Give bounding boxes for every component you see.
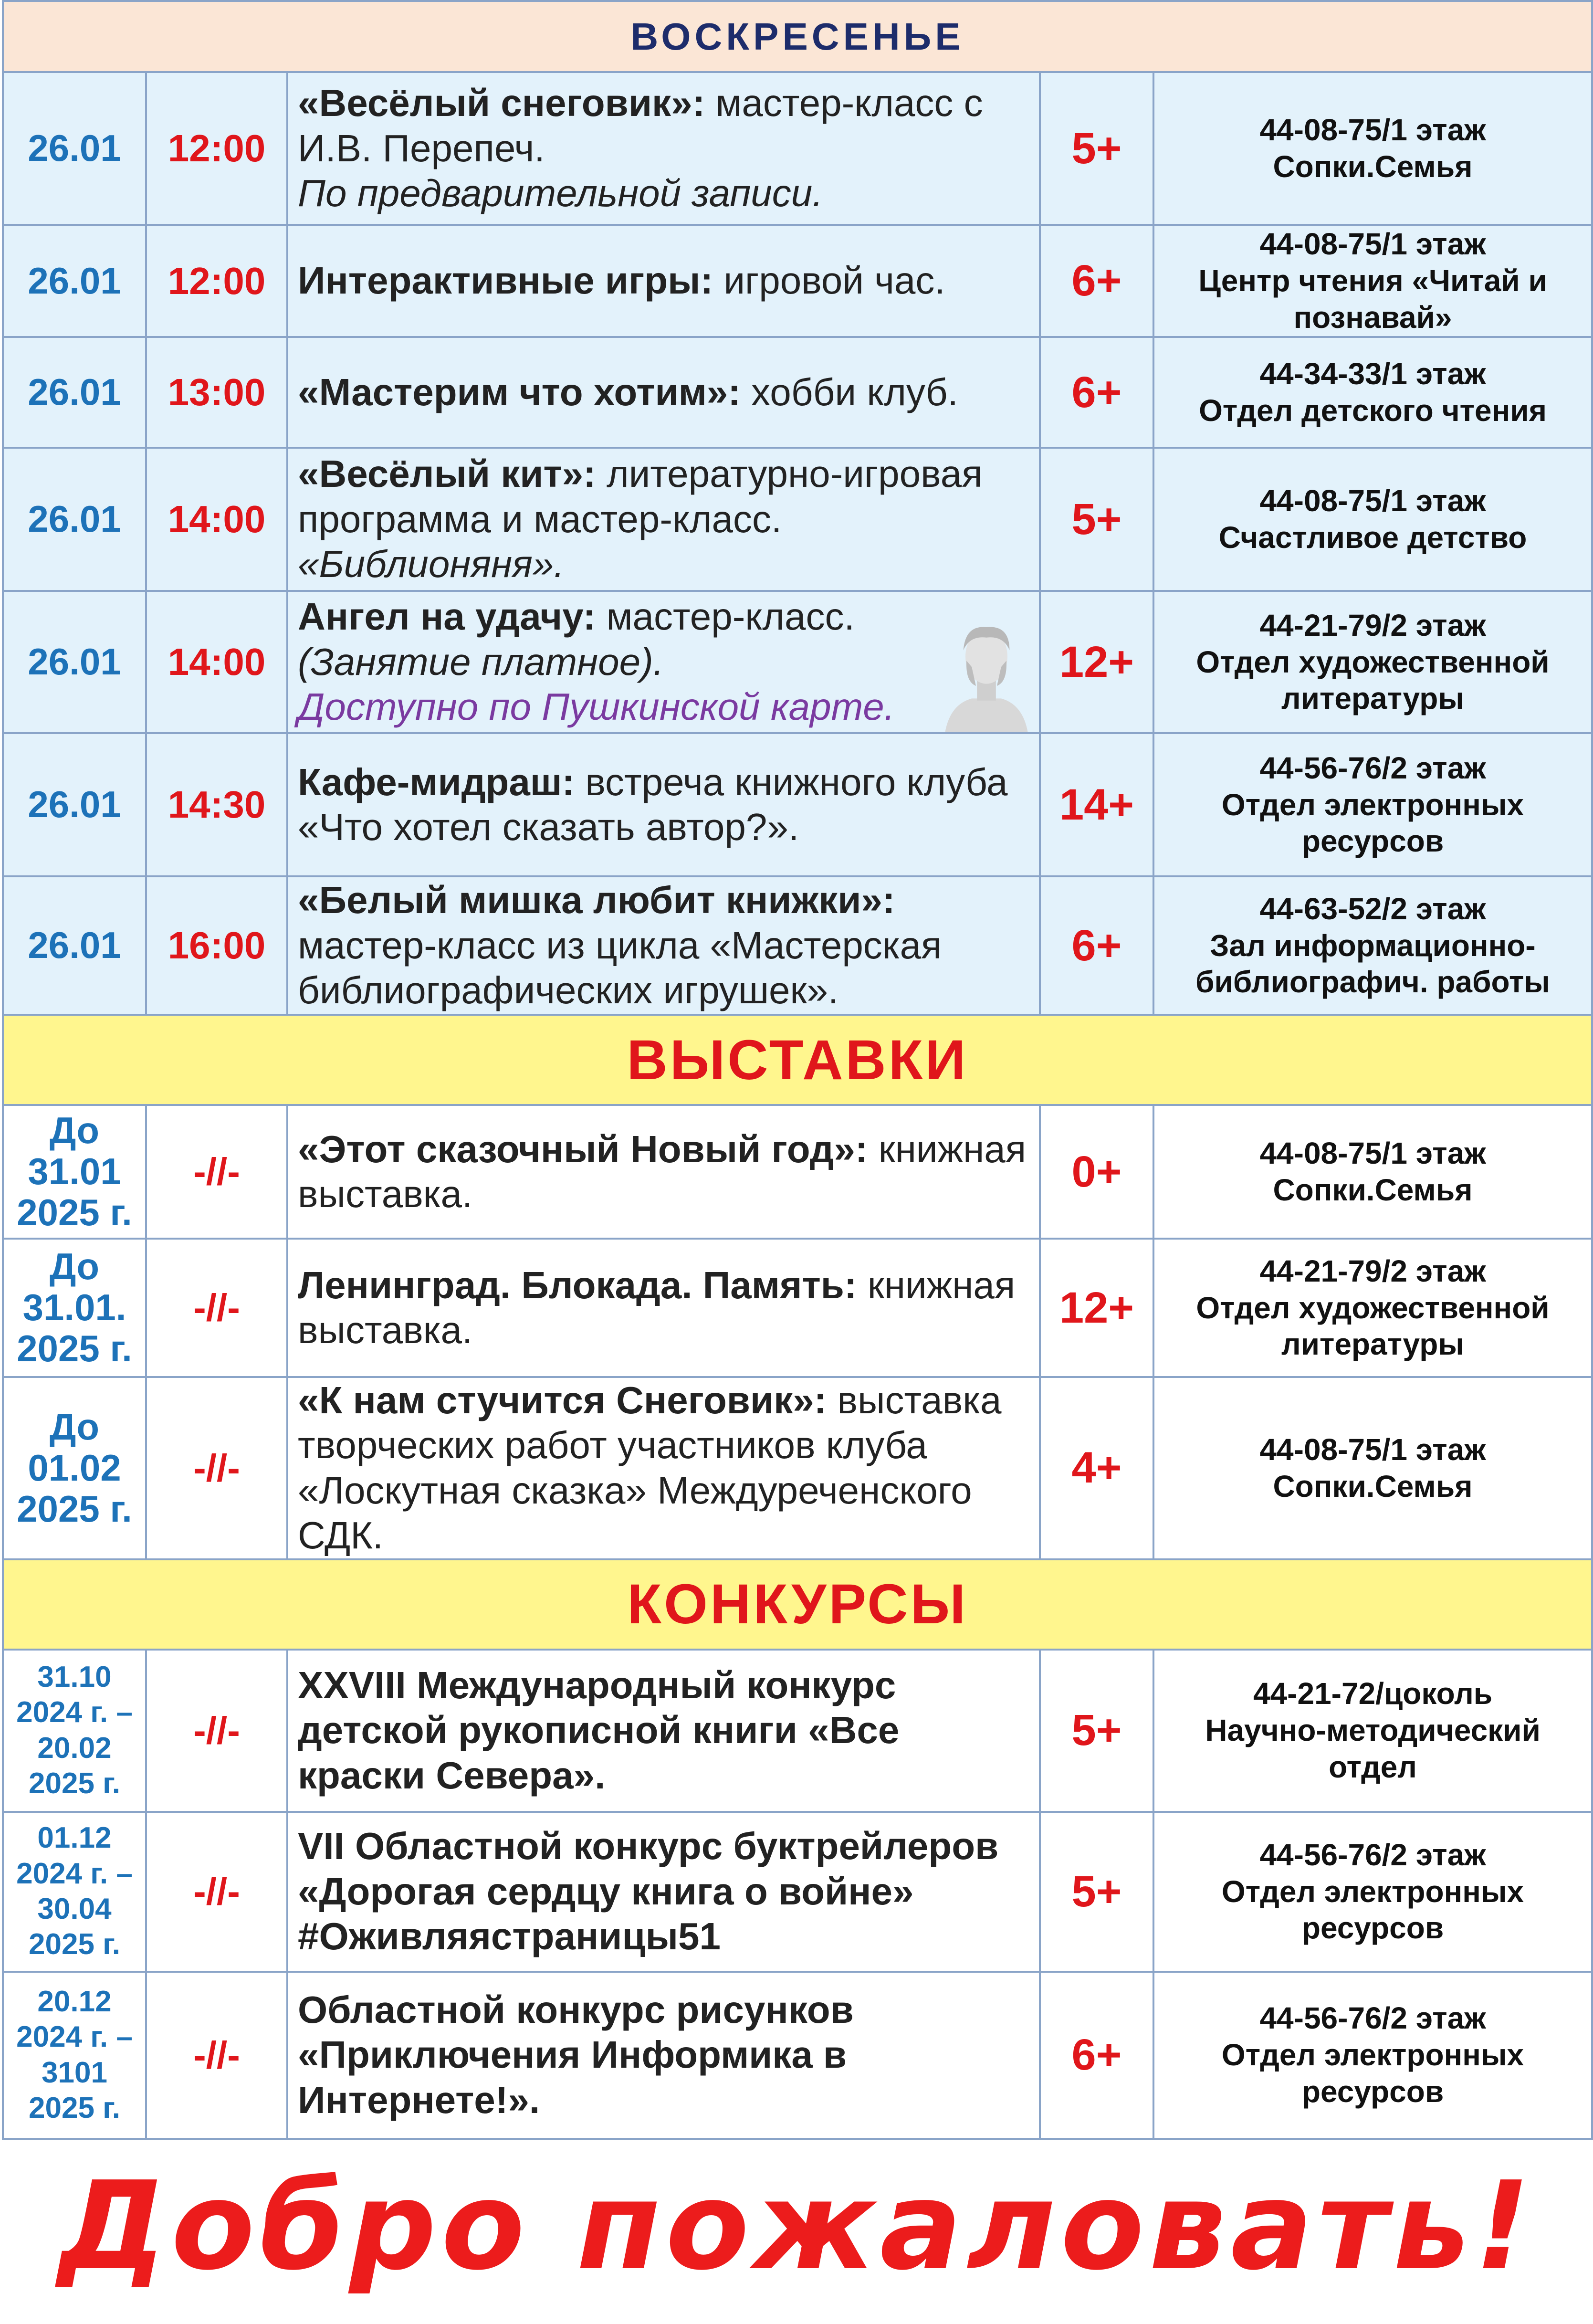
event-title: «Белый мишка любит книжки»:	[298, 879, 895, 922]
location-place: Сопки.Семья	[1273, 1469, 1473, 1504]
exhibitions-header-row	[3, 1015, 1592, 1105]
exhibition-title: Ленинград. Блокада. Память:	[298, 1263, 857, 1306]
event-note: «Библионяня».	[298, 543, 565, 586]
location-phone: 44-21-72/цоколь	[1253, 1676, 1493, 1711]
event-text: мастер-класс из цикла «Мастерская библиографических игрушек».	[298, 924, 942, 1012]
location-place: Отдел электронных ресурсов	[1221, 787, 1524, 859]
event-title: Интерактивные игры:	[298, 259, 713, 302]
age-rating: 14+	[1040, 733, 1153, 876]
event-text: мастер-класс с И.В. Перепеч.	[298, 82, 983, 169]
location-phone: 44-56-76/2 этаж	[1259, 750, 1486, 785]
location-place: Отдел электронных ресурсов	[1221, 2038, 1524, 2109]
exhibition-row	[3, 1239, 1592, 1377]
event-description	[287, 876, 1040, 1015]
exhibition-time: -//-	[146, 1377, 287, 1559]
event-text: мастер-класс.	[596, 595, 855, 638]
event-text: встреча книжного клуба «Что хотел сказать автор?».	[298, 760, 1008, 848]
day-header-row	[3, 1, 1592, 72]
exhibition-description	[287, 1239, 1040, 1377]
exhibition-row	[3, 1377, 1592, 1559]
day-title: ВОСКРЕСЕНЬЕ	[3, 1, 1592, 72]
location-phone: 44-56-76/2 этаж	[1259, 2001, 1486, 2036]
event-date: 26.01	[3, 591, 146, 733]
exhibition-text: выставка творческих работ участников клуба «Лоскутная сказка» Междуреченского СДК.	[298, 1379, 1002, 1557]
event-location	[1153, 733, 1592, 876]
event-date: 26.01	[3, 225, 146, 337]
event-row	[3, 72, 1592, 225]
pushkin-card-note: Доступно по Пушкинской карте.	[298, 685, 895, 728]
event-location	[1153, 337, 1592, 448]
contests-title: КОНКУРСЫ	[3, 1559, 1592, 1650]
location-place: Счастливое детство	[1218, 520, 1527, 555]
event-description	[287, 733, 1040, 876]
age-rating: 6+	[1040, 225, 1153, 337]
age-rating: 0+	[1040, 1105, 1153, 1239]
age-rating: 5+	[1040, 448, 1153, 591]
contest-location	[1153, 1812, 1592, 1972]
welcome-banner: Добро пожаловать!	[58, 2156, 1535, 2297]
exhibition-date: До 31.01. 2025 г.	[3, 1239, 146, 1377]
event-location	[1153, 876, 1592, 1015]
event-text: литературно-игровая программа и мастер-класс.	[298, 452, 983, 540]
event-row	[3, 337, 1592, 448]
event-description	[287, 72, 1040, 225]
event-text: хобби клуб.	[740, 370, 958, 413]
age-rating: 6+	[1040, 1972, 1153, 2139]
event-date: 26.01	[3, 876, 146, 1015]
event-title: Кафе-мидраш:	[298, 760, 575, 803]
event-row	[3, 225, 1592, 337]
location-place: Отдел электронных ресурсов	[1221, 1874, 1524, 1945]
event-title: «Мастерим что хотим»:	[298, 370, 741, 413]
location-place: Зал информационно-библиографич. работы	[1195, 928, 1551, 999]
event-note: (Занятие платное).	[298, 640, 664, 683]
exhibition-location	[1153, 1377, 1592, 1559]
exhibition-description	[287, 1105, 1040, 1239]
age-rating: 12+	[1040, 591, 1153, 733]
age-rating: 4+	[1040, 1377, 1153, 1559]
age-rating: 5+	[1040, 1650, 1153, 1812]
exhibition-location	[1153, 1105, 1592, 1239]
contest-date: 31.10 2024 г. – 20.02 2025 г.	[3, 1650, 146, 1812]
age-rating: 5+	[1040, 72, 1153, 225]
contest-date: 01.12 2024 г. – 30.04 2025 г.	[3, 1812, 146, 1972]
location-phone: 44-08-75/1 этаж	[1259, 227, 1486, 262]
exhibition-location	[1153, 1239, 1592, 1377]
event-description	[287, 448, 1040, 591]
contest-location	[1153, 1650, 1592, 1812]
contest-date: 20.12 2024 г. – 3101 2025 г.	[3, 1972, 146, 2139]
location-phone: 44-08-75/1 этаж	[1259, 1432, 1486, 1467]
event-row	[3, 876, 1592, 1015]
location-place: Сопки.Семья	[1273, 1173, 1473, 1207]
location-phone: 44-34-33/1 этаж	[1259, 357, 1486, 391]
contest-time: -//-	[146, 1812, 287, 1972]
event-time: 14:00	[146, 448, 287, 591]
event-time: 13:00	[146, 337, 287, 448]
event-note: По предварительной записи.	[298, 172, 823, 215]
event-text: игровой час.	[713, 259, 945, 302]
location-place: Научно-методический отдел	[1205, 1713, 1541, 1784]
event-date: 26.01	[3, 448, 146, 591]
contests-header-row	[3, 1559, 1592, 1650]
event-location	[1153, 448, 1592, 591]
exhibition-row	[3, 1105, 1592, 1239]
event-description	[287, 337, 1040, 448]
location-phone: 44-08-75/1 этаж	[1259, 1136, 1486, 1171]
location-place: Отдел художественной литературы	[1196, 1290, 1550, 1362]
event-time: 12:00	[146, 72, 287, 225]
event-time: 12:00	[146, 225, 287, 337]
exhibition-text: книжная выставка.	[298, 1127, 1027, 1215]
location-place: Сопки.Семья	[1273, 149, 1473, 184]
age-rating: 12+	[1040, 1239, 1153, 1377]
exhibition-text: книжная выставка.	[298, 1263, 1016, 1351]
contest-title: XXVIII Международный конкурс детской рукописной книги «Все краски Севера».	[287, 1650, 1040, 1812]
contest-title: Областной конкурс рисунков «Приключения Информика в Интернете!».	[287, 1972, 1040, 2139]
exhibition-time: -//-	[146, 1239, 287, 1377]
contest-row	[3, 1972, 1592, 2139]
location-phone: 44-08-75/1 этаж	[1259, 113, 1486, 147]
location-place: Центр чтения «Читай и познавай»	[1198, 263, 1547, 335]
location-place: Отдел художественной литературы	[1196, 644, 1550, 716]
contest-time: -//-	[146, 1650, 287, 1812]
age-rating: 6+	[1040, 337, 1153, 448]
event-description	[287, 591, 1040, 733]
event-date: 26.01	[3, 733, 146, 876]
exhibition-title: «К нам стучится Снеговик»:	[298, 1379, 827, 1421]
schedule-table	[2, 0, 1593, 2140]
exhibition-time: -//-	[146, 1105, 287, 1239]
event-location	[1153, 225, 1592, 337]
event-date: 26.01	[3, 337, 146, 448]
event-title: «Весёлый снеговик»:	[298, 82, 705, 125]
event-location	[1153, 72, 1592, 225]
event-description	[287, 225, 1040, 337]
contest-row	[3, 1650, 1592, 1812]
location-phone: 44-63-52/2 этаж	[1259, 891, 1486, 926]
event-row	[3, 733, 1592, 876]
event-title: «Весёлый кит»:	[298, 452, 596, 495]
event-time: 16:00	[146, 876, 287, 1015]
event-date: 26.01	[3, 72, 146, 225]
pushkin-bust-icon	[934, 611, 1039, 733]
event-row	[3, 448, 1592, 591]
event-location	[1153, 591, 1592, 733]
location-phone: 44-21-79/2 этаж	[1259, 608, 1486, 642]
exhibitions-title: ВЫСТАВКИ	[3, 1015, 1592, 1105]
exhibition-date: До 01.02 2025 г.	[3, 1377, 146, 1559]
contest-row	[3, 1812, 1592, 1972]
age-rating: 6+	[1040, 876, 1153, 1015]
exhibition-date: До 31.01 2025 г.	[3, 1105, 146, 1239]
contest-location	[1153, 1972, 1592, 2139]
age-rating: 5+	[1040, 1812, 1153, 1972]
event-time: 14:30	[146, 733, 287, 876]
contest-title: VII Областной конкурс буктрейлеров «Дорогая сердцу книга о войне» #Оживляястраницы51	[287, 1812, 1040, 1972]
event-title: Ангел на удачу:	[298, 595, 596, 638]
contest-time: -//-	[146, 1972, 287, 2139]
event-time: 14:00	[146, 591, 287, 733]
location-phone: 44-56-76/2 этаж	[1259, 1837, 1486, 1872]
location-place: Отдел детского чтения	[1199, 393, 1547, 428]
event-row	[3, 591, 1592, 733]
location-phone: 44-21-79/2 этаж	[1259, 1253, 1486, 1288]
location-phone: 44-08-75/1 этаж	[1259, 484, 1486, 518]
exhibition-description	[287, 1377, 1040, 1559]
exhibition-title: «Этот сказочный Новый год»:	[298, 1127, 868, 1170]
